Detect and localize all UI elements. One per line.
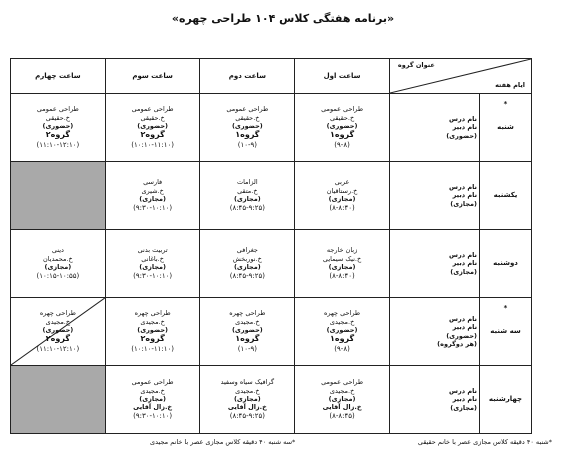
class-slot-cell xyxy=(200,298,295,366)
course-name: طراحی عمومی xyxy=(321,378,364,387)
teacher-name: خ.مجیدی xyxy=(329,317,355,326)
second-teacher-name: خ.زال آقایی xyxy=(227,403,267,412)
legend-line: (حضوری) xyxy=(446,131,478,140)
class-mode: (مجازی) xyxy=(328,263,356,272)
legend-line: نام درس xyxy=(449,183,478,192)
class-mode: (حضوری) xyxy=(326,121,358,130)
time-range: (۸-۸:۴۰) xyxy=(329,203,355,212)
time-range: (۱۰:۱۵-۱۰:۵۵) xyxy=(36,271,80,280)
legend-line: نام دبیر xyxy=(452,395,478,404)
period-header-1: ساعت اول xyxy=(295,59,390,94)
corner-header-cell xyxy=(389,59,531,94)
time-range: (۱۰:۱۰-۱۱:۱۰) xyxy=(131,344,175,353)
day-name-cell xyxy=(480,94,532,162)
class-slot-cell xyxy=(200,94,295,162)
group-label: گروه۱ xyxy=(329,130,355,140)
class-mode: (مجازی) xyxy=(233,394,261,403)
day-name: چهارشنبه xyxy=(488,395,523,404)
time-range: (۸-۸:۴۵) xyxy=(329,411,355,420)
course-name: طراحی چهره xyxy=(324,309,361,318)
course-name: طراحی عمومی xyxy=(226,105,269,114)
teacher-name: خ.مجیدی xyxy=(235,386,260,395)
course-name: طراحی چهره xyxy=(39,309,76,318)
day-name-cell xyxy=(480,230,532,298)
course-name: تربیت بدنی xyxy=(137,246,168,255)
class-slot-cell xyxy=(295,298,390,366)
course-name: طراحی چهره xyxy=(229,309,266,318)
schedule-table xyxy=(10,58,532,434)
legend-line: نام درس xyxy=(449,251,478,260)
empty-slot-cell xyxy=(11,366,106,434)
time-range: (۹:۳۰-۱۰:۱۰) xyxy=(133,411,173,420)
class-mode: (مجازی) xyxy=(44,263,72,272)
legend-cell xyxy=(389,94,479,162)
class-slot-cell xyxy=(200,366,295,434)
day-name-cell xyxy=(480,298,532,366)
class-mode: (حضوری) xyxy=(42,325,74,334)
legend-line: (هر دوگروه) xyxy=(437,339,478,348)
class-mode: (حضوری) xyxy=(326,325,358,334)
legend-line: (حضوری) xyxy=(446,331,478,340)
class-slot-cell xyxy=(105,366,200,434)
legend-cell xyxy=(389,162,479,230)
class-mode: (مجازی) xyxy=(139,394,167,403)
legend-line: نام دبیر xyxy=(452,123,478,132)
teacher-name: خ.حقیقی xyxy=(235,113,260,122)
teacher-name: خ.شیری xyxy=(141,186,164,195)
group-label: گروه۲ xyxy=(45,130,70,140)
second-teacher-name: خ.زال آقایی xyxy=(322,403,362,412)
class-mode: (مجازی) xyxy=(233,195,261,204)
time-range: (۸:۴۵-۹:۲۵) xyxy=(229,271,265,280)
time-range: (۸:۴۵-۹:۲۵) xyxy=(229,411,265,420)
time-range: (۱۰-۹) xyxy=(237,344,257,353)
teacher-name: خ.مجیدی xyxy=(235,317,260,326)
period-header-2: ساعت دوم xyxy=(200,59,295,94)
page-title: «برنامه هفتگی کلاس ۱۰۴ طراحی چهره» xyxy=(171,12,395,25)
teacher-name: خ.حقیقی xyxy=(45,113,70,122)
class-slot-cell xyxy=(200,162,295,230)
day-star-mark: * xyxy=(503,100,508,108)
class-mode: (حضوری) xyxy=(137,121,169,130)
time-range: (۸-۸:۴۰) xyxy=(329,271,355,280)
course-name: طراحی عمومی xyxy=(321,105,364,114)
class-mode: (مجازی) xyxy=(139,195,167,204)
day-name-cell xyxy=(480,366,532,434)
course-name: فارسی xyxy=(143,178,163,187)
legend-line: (مجازی) xyxy=(450,199,478,208)
group-label: گروه۱ xyxy=(235,130,260,140)
class-slot-cell xyxy=(11,298,106,366)
group-label: گروه۲ xyxy=(140,334,165,344)
class-mode: (مجازی) xyxy=(328,195,356,204)
legend-line: نام دبیر xyxy=(452,259,478,268)
class-slot-cell xyxy=(11,94,106,162)
group-title: عنوان گروه xyxy=(397,61,435,69)
day-row xyxy=(11,162,532,230)
class-slot-cell xyxy=(200,230,295,298)
group-label: گروه۲ xyxy=(45,334,70,344)
day-row xyxy=(11,230,532,298)
day-name: سه شنبه xyxy=(490,327,521,336)
second-teacher-name: خ.زال آقایی xyxy=(133,403,173,412)
time-range: (۹-۸) xyxy=(334,344,350,353)
time-range: (۸:۴۵-۹:۲۵) xyxy=(229,203,265,212)
teacher-name: خ.متقی xyxy=(237,186,258,195)
course-name: طراحی عمومی xyxy=(131,378,174,387)
legend-line: نام دبیر xyxy=(452,323,478,332)
class-slot-cell xyxy=(295,162,390,230)
teacher-name: خ.باغانی xyxy=(141,254,164,263)
teacher-name: خ.مجیدی xyxy=(45,317,71,326)
group-label: گروه۱ xyxy=(329,334,355,344)
course-name: زبان خارجه xyxy=(326,246,358,255)
class-mode: (مجازی) xyxy=(139,263,167,272)
course-name: الزامات xyxy=(236,178,258,187)
legend-line: نام درس xyxy=(449,115,478,124)
class-slot-cell xyxy=(11,230,106,298)
time-range: (۹:۳۰-۱۰:۱۰) xyxy=(133,203,173,212)
course-name: جغرافی xyxy=(236,246,258,255)
time-range: (۹-۸) xyxy=(334,140,350,149)
time-range: (۹:۳۰-۱۰:۱۰) xyxy=(133,271,173,280)
teacher-name: خ.مجیدی xyxy=(140,317,165,326)
header-row xyxy=(11,59,532,94)
time-range: (۱۰-۹) xyxy=(237,140,257,149)
class-mode: (حضوری) xyxy=(42,121,74,130)
class-slot-cell xyxy=(105,94,200,162)
days-title: ایام هفته xyxy=(495,80,525,89)
class-mode: (مجازی) xyxy=(328,394,356,403)
teacher-name: خ.رستاقیان xyxy=(326,186,358,195)
teacher-name: خ.مجیدی xyxy=(140,386,165,395)
day-name-cell xyxy=(480,162,532,230)
legend-line: نام درس xyxy=(449,387,478,396)
teacher-name: خ.مجیدی xyxy=(329,386,355,395)
group-label: گروه۲ xyxy=(140,130,165,140)
legend-cell xyxy=(389,298,479,366)
day-row xyxy=(11,298,532,366)
course-name: طراحی عمومی xyxy=(36,105,79,114)
group-label: گروه۱ xyxy=(235,334,260,344)
empty-slot-cell xyxy=(11,162,106,230)
class-slot-cell xyxy=(295,366,390,434)
teacher-name: خ.نوربخش xyxy=(232,254,262,263)
legend-cell xyxy=(389,366,479,434)
time-range: (۱۰:۱۰-۱۱:۱۰) xyxy=(131,140,175,149)
class-slot-cell xyxy=(105,162,200,230)
class-mode: (حضوری) xyxy=(231,325,263,334)
legend-line: (مجازی) xyxy=(450,403,478,412)
legend-line: (مجازی) xyxy=(450,267,478,276)
footer-note-right: *شنبه ۴۰ دقیقه کلاس مجازی عصر با خانم حقیقی xyxy=(417,438,552,446)
day-name: دوشنبه xyxy=(493,259,518,268)
class-slot-cell xyxy=(105,298,200,366)
legend-cell xyxy=(389,230,479,298)
time-range: (۱۱:۱۰-۱۲:۱۰) xyxy=(36,344,80,353)
teacher-name: خ.حقیقی xyxy=(140,113,165,122)
class-slot-cell xyxy=(295,230,390,298)
legend-line: نام دبیر xyxy=(452,191,478,200)
course-name: طراحی عمومی xyxy=(131,105,174,114)
teacher-name: خ.حقیقی xyxy=(329,113,355,122)
day-row xyxy=(11,366,532,434)
class-mode: (مجازی) xyxy=(233,263,261,272)
course-name: گرافیک سیاه وسفید xyxy=(220,378,275,387)
class-mode: (حضوری) xyxy=(137,325,169,334)
period-header-4: ساعت چهارم xyxy=(11,59,106,94)
class-slot-cell xyxy=(105,230,200,298)
course-name: طراحی چهره xyxy=(134,309,171,318)
legend-line: نام درس xyxy=(449,315,478,324)
course-name: عربی xyxy=(334,178,350,187)
period-header-3: ساعت سوم xyxy=(105,59,200,94)
class-slot-cell xyxy=(295,94,390,162)
day-star-mark: * xyxy=(503,304,508,312)
course-name: دینی xyxy=(51,246,64,255)
footer-note-left: *سه شنبه ۴۰ دقیقه کلاس مجازی عصر با خانم مجیدی xyxy=(150,438,296,446)
teacher-name: خ.محمدیان xyxy=(43,254,73,263)
teacher-name: خ.نیک سیمایی xyxy=(322,254,362,263)
day-name: شنبه xyxy=(497,123,514,132)
day-row xyxy=(11,94,532,162)
class-mode: (حضوری) xyxy=(231,121,263,130)
time-range: (۱۱:۱۰-۱۲:۱۰) xyxy=(36,140,80,149)
day-name: یکشنبه xyxy=(493,191,518,200)
